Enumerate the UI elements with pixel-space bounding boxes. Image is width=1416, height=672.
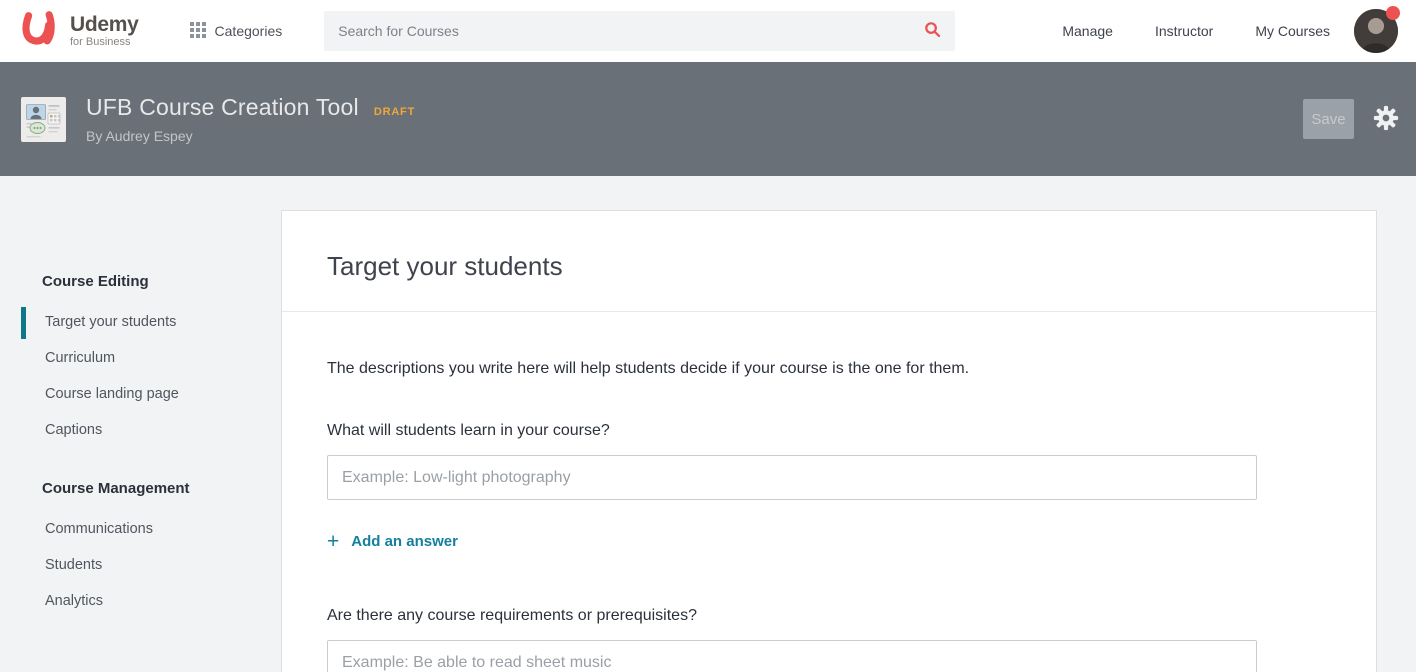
grid-icon	[190, 22, 206, 41]
question-block-requirements	[327, 607, 1331, 672]
page-title: Target your students	[327, 251, 563, 281]
settings-button[interactable]	[1372, 104, 1400, 135]
course-thumbnail	[21, 97, 66, 142]
sidebar-heading-course-management: Course Management	[42, 480, 190, 497]
question-label-requirements: Are there any course requirements or prerequisites?	[327, 607, 697, 624]
add-answer-button[interactable]	[327, 531, 458, 552]
search-bar	[324, 11, 955, 51]
question-block-learn	[327, 422, 1331, 500]
course-title: UFB Course Creation Tool	[86, 94, 359, 120]
course-sidebar	[0, 176, 281, 619]
add-answer-label: Add an answer	[351, 533, 458, 550]
panel-header	[282, 211, 1376, 312]
logo-brand: Udemy	[70, 13, 139, 36]
udemy-swoosh-icon	[20, 9, 62, 54]
sidebar-item-students[interactable]: Students	[45, 557, 103, 573]
nav-link-instructor[interactable]: Instructor	[1154, 23, 1214, 39]
question-label-learn: What will students learn in your course?	[327, 422, 610, 439]
sidebar-item-target-your-students[interactable]: Target your students	[0, 304, 281, 340]
logo-subtitle: for Business	[70, 36, 131, 48]
sidebar-item-course-landing-page[interactable]: Course landing page	[45, 386, 179, 402]
plus-icon: +	[327, 530, 340, 553]
nav-link-manage[interactable]: Manage	[1062, 23, 1113, 39]
user-avatar[interactable]	[1354, 9, 1398, 53]
sidebar-section-management	[0, 480, 281, 619]
sidebar-item-curriculum[interactable]: Curriculum	[45, 350, 116, 366]
top-navbar	[0, 0, 1416, 62]
navbar-links	[1020, 9, 1398, 53]
answer-input-learn[interactable]	[327, 455, 1257, 500]
panel-body	[282, 312, 1376, 672]
sidebar-item-communications[interactable]: Communications	[45, 521, 153, 537]
sidebar-section-editing	[0, 273, 281, 448]
header-actions	[1303, 99, 1400, 139]
main-area	[0, 176, 1416, 672]
status-badge: DRAFT	[373, 106, 416, 118]
save-button[interactable]: Save	[1303, 99, 1354, 139]
gear-icon	[1372, 104, 1400, 135]
search-button[interactable]	[924, 21, 941, 41]
sidebar-heading-course-editing: Course Editing	[42, 273, 149, 290]
intro-text: The descriptions you write here will help students decide if your course is the one for them.	[327, 360, 970, 377]
answer-input-requirements[interactable]	[327, 640, 1257, 672]
course-header-text	[86, 94, 415, 144]
search-input[interactable]	[338, 23, 924, 39]
categories-label: Categories	[214, 23, 283, 39]
notification-dot	[1386, 6, 1400, 20]
categories-menu[interactable]	[181, 22, 283, 41]
content-panel	[281, 210, 1377, 672]
search-icon	[924, 21, 941, 41]
sidebar-item-analytics[interactable]: Analytics	[45, 593, 104, 609]
course-byline: By Audrey Espey	[86, 128, 193, 144]
sidebar-item-captions[interactable]: Captions	[45, 422, 103, 438]
logo-text	[70, 14, 139, 48]
udemy-logo[interactable]	[20, 9, 139, 54]
nav-link-my-courses[interactable]: My Courses	[1255, 23, 1330, 39]
course-header	[0, 62, 1416, 176]
